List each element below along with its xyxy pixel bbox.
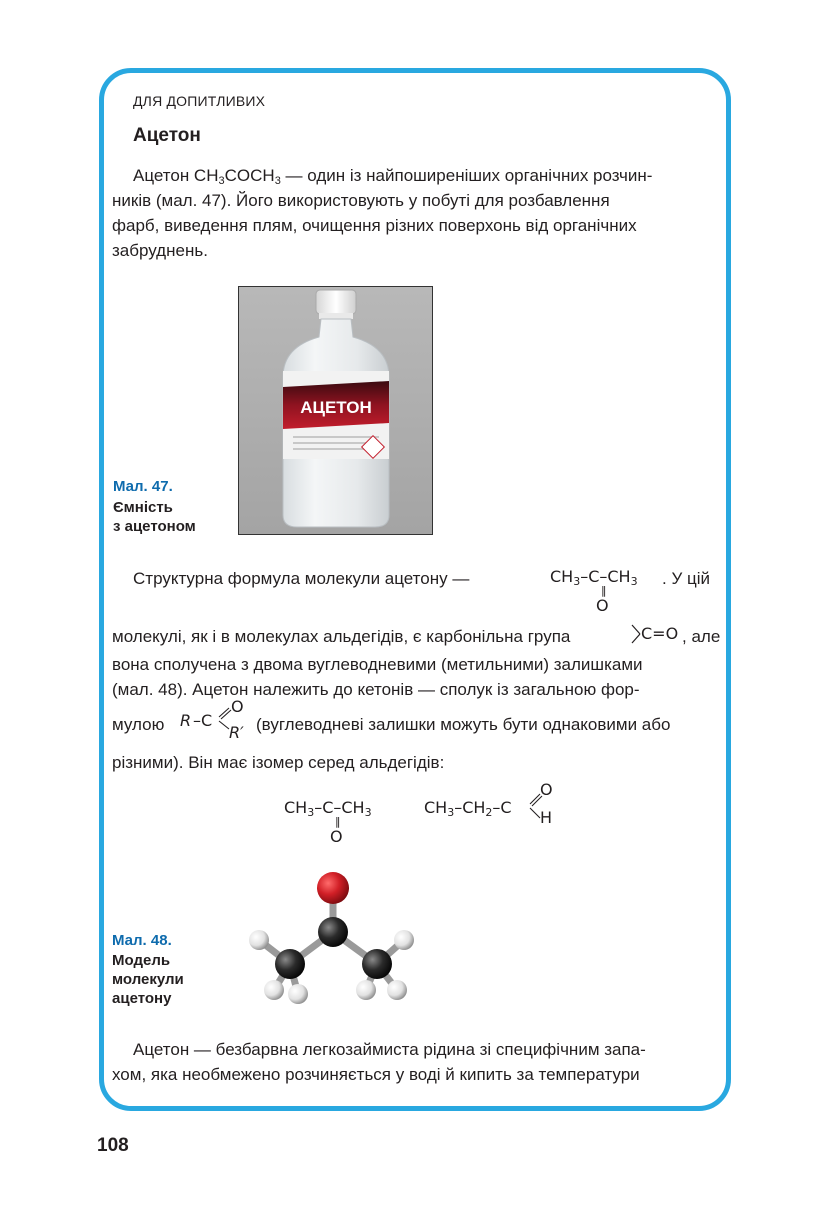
final-line: хом, яка необмежено розчиняється у воді й кипить за температури — [112, 1065, 640, 1084]
propanal-formula: $CH_3-CH_2-C$ — [424, 798, 512, 819]
acetone-formula-inline: $CH_3-C-CH_3$ — [550, 567, 638, 588]
structural-line: (мал. 48). Ацетон належить до кетонів — сполук із загальною фор- — [112, 680, 640, 699]
final-line: Ацетон — безбарвна легкозаймиста рідина зі специфічним запа- — [133, 1040, 646, 1059]
hydrogen-ball — [249, 930, 269, 950]
acetone-molecule-model — [232, 866, 422, 1006]
hydrogen-ball — [387, 980, 407, 1000]
oxygen-atom: O — [330, 827, 343, 846]
double-bond-mark: ‖ — [335, 815, 341, 828]
structural-line: молекулі, як і в молекулах альдегідів, є карбонільна група — [112, 627, 571, 646]
hydrogen-ball — [264, 980, 284, 1000]
hydrogen-ball — [356, 980, 376, 1000]
oxygen-atom: O — [231, 697, 244, 716]
hydrogen-ball — [394, 930, 414, 950]
double-bond-mark: ‖ — [601, 584, 607, 597]
page-number: 108 — [97, 1135, 129, 1156]
general-formula-c: –C — [193, 711, 213, 730]
carbon-ball — [275, 949, 305, 979]
intro-line: фарб, виведення плям, очищення різних поверхонь від органічних — [112, 216, 637, 235]
structural-tail: . У цій — [662, 569, 710, 588]
acetone-formula: $CH_3-C-CH_3$ — [284, 798, 372, 819]
structural-line: (вуглеводневі залишки можуть бути однаковими або — [256, 715, 671, 734]
bottle-label-text: АЦЕТОН — [300, 398, 372, 417]
hydrogen-ball — [288, 984, 308, 1004]
intro-paragraph: Ацетон $CH_3COCH_3$ — один із найпоширеніших органічних розчин- — [133, 166, 653, 187]
figure47-number: Мал. 47. — [113, 478, 173, 495]
oxygen-ball — [317, 872, 349, 904]
intro-line: ників (мал. 47). Його використовують у побуті для розбавлення — [112, 191, 610, 210]
section-title: Ацетон — [133, 125, 201, 146]
bottle-illustration — [239, 287, 432, 534]
hydrogen-atom: H — [540, 808, 553, 827]
oxygen-atom: O — [596, 596, 609, 615]
structural-line: Структурна формула молекули ацетону — — [133, 569, 470, 588]
figure48-caption: Модель молекули ацетону — [112, 952, 184, 1007]
intro-line: забруднень. — [112, 241, 208, 260]
oxygen-atom: O — [540, 780, 553, 799]
r-prime-group: R′ — [229, 723, 244, 742]
structural-tail: , але — [682, 627, 721, 646]
r-group: R — [180, 711, 192, 730]
acetone-bottle-photo — [238, 286, 433, 535]
structural-line: різними). Він має ізомер серед альдегідів: — [112, 753, 445, 772]
figure47-caption: Ємність з ацетоном — [113, 499, 196, 535]
section-label: ДЛЯ ДОПИТЛИВИХ — [133, 93, 266, 109]
carbon-ball — [362, 949, 392, 979]
structural-line: вона сполучена з двома вуглеводневими (метильними) залишками — [112, 655, 643, 674]
structural-line: мулою — [112, 715, 165, 734]
carbon-ball — [318, 917, 348, 947]
figure48-number: Мал. 48. — [112, 932, 172, 949]
carbonyl-group: C=O — [641, 624, 679, 643]
